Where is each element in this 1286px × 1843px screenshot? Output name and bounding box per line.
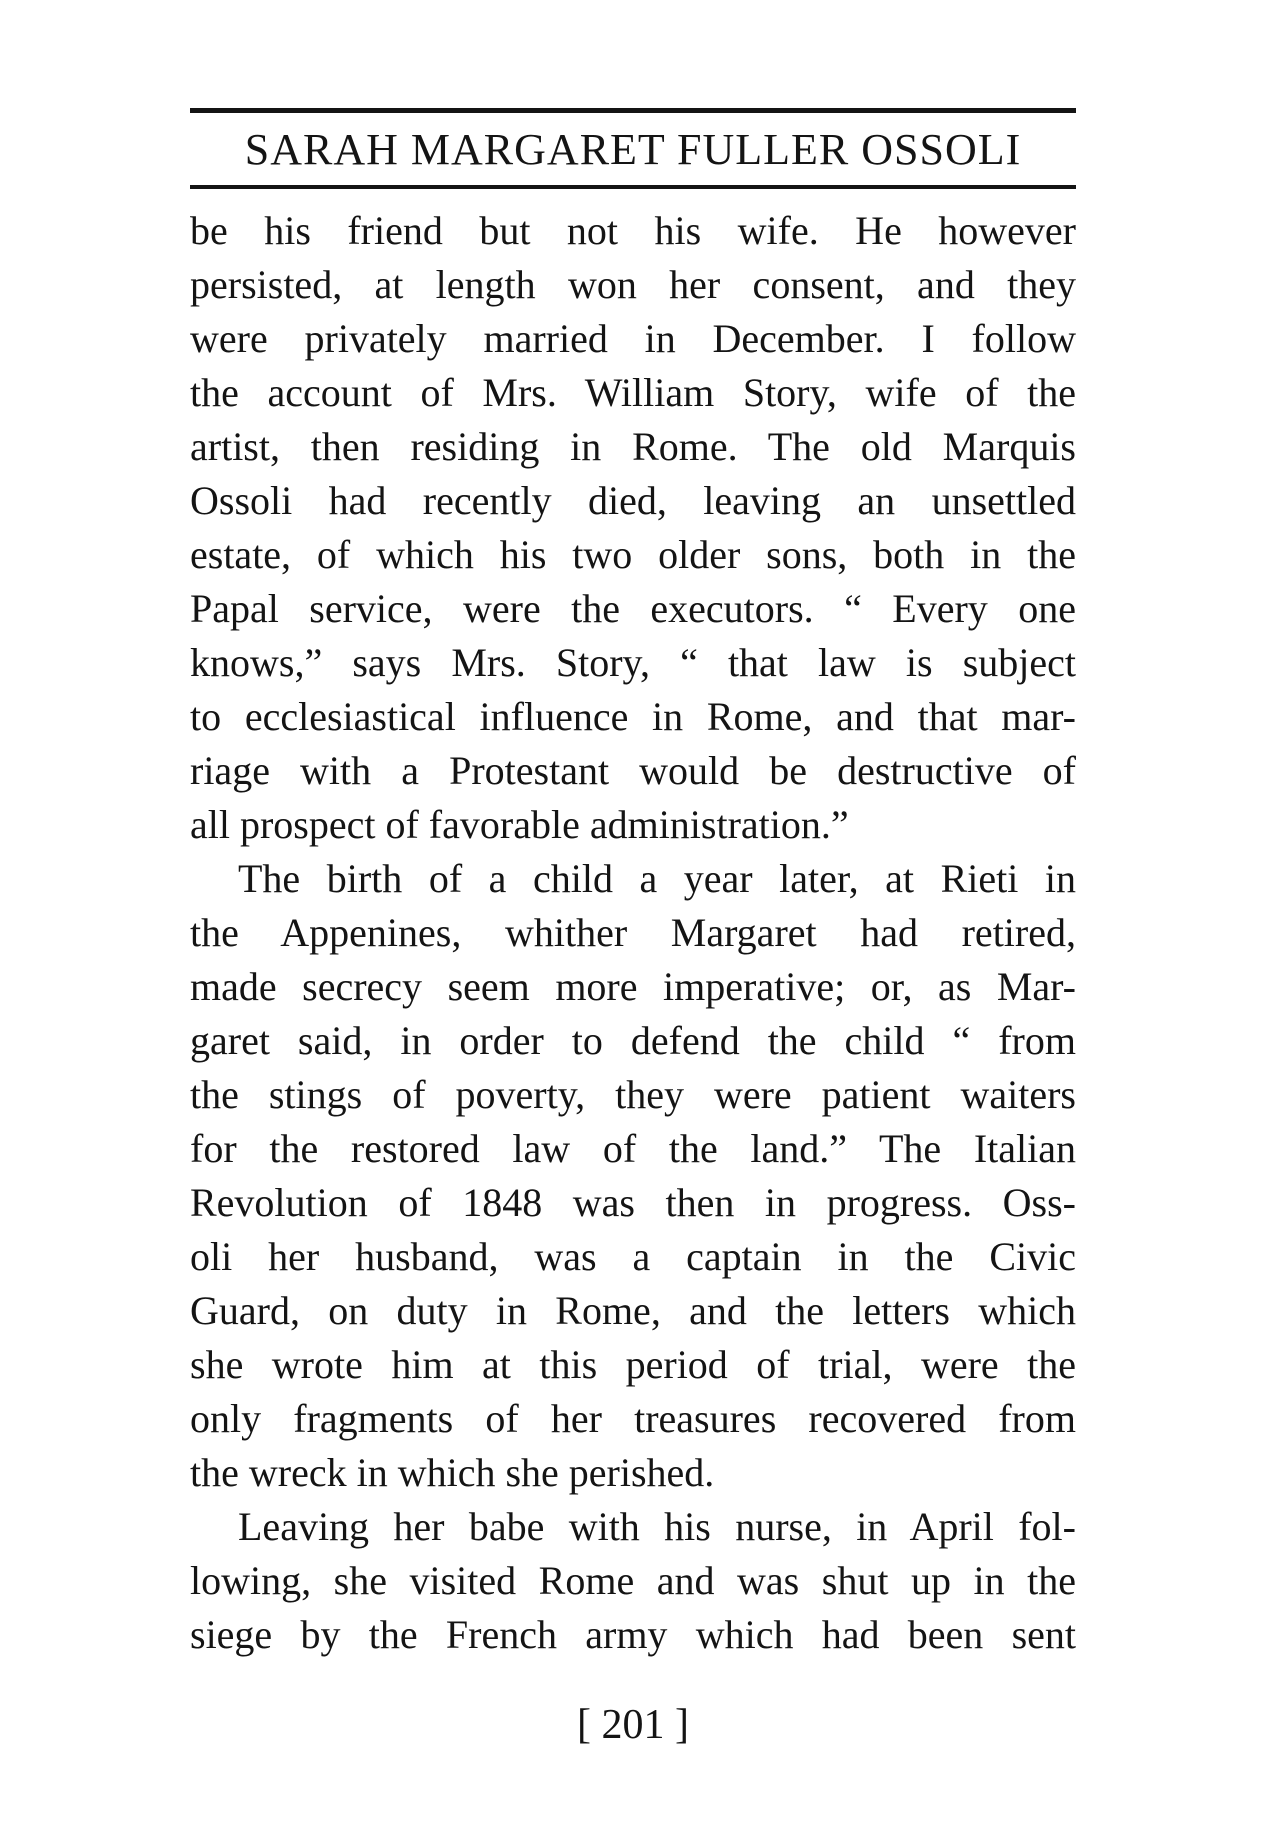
- text-line: lowing, she visited Rome and was shut up in the: [190, 1558, 1076, 1603]
- body-text: [190, 204, 1076, 1662]
- text-line: persisted, at length won her consent, and they: [190, 262, 1076, 307]
- page-number: [ 201 ]: [577, 1702, 689, 1748]
- text-line: be his friend but not his wife. He however: [190, 208, 1076, 253]
- text-line: artist, then residing in Rome. The old Marquis: [190, 424, 1076, 469]
- text-line: The birth of a child a year later, at Rieti in: [238, 856, 1076, 901]
- text-line: she wrote him at this period of trial, were the: [190, 1342, 1076, 1387]
- text-line: the Appenines, whither Margaret had retired,: [190, 910, 1076, 955]
- header-rule-bottom: [190, 185, 1076, 189]
- text-line: made secrecy seem more imperative; or, as Mar-: [190, 964, 1076, 1009]
- text-line: Papal service, were the executors. “ Every one: [190, 586, 1076, 631]
- text-line: Guard, on duty in Rome, and the letters which: [190, 1288, 1076, 1333]
- text-line: knows,” says Mrs. Story, “ that law is subject: [190, 640, 1076, 685]
- running-head: SARAH MARGARET FULLER OSSOLI: [244, 125, 1022, 174]
- text-line: riage with a Protestant would be destructive of: [190, 748, 1076, 793]
- paragraph: [190, 204, 1076, 852]
- text-line: siege by the French army which had been sent: [190, 1612, 1076, 1657]
- text-line: for the restored law of the land.” The Italian: [190, 1126, 1076, 1171]
- text-line: garet said, in order to defend the child “ from: [190, 1018, 1076, 1063]
- text-line: estate, of which his two older sons, both in the: [190, 532, 1076, 577]
- text-line: only fragments of her treasures recovered from: [190, 1396, 1076, 1441]
- text-line: to ecclesiastical influence in Rome, and that mar-: [190, 694, 1076, 739]
- text-line: the account of Mrs. William Story, wife of the: [190, 370, 1076, 415]
- paragraph: [190, 1500, 1076, 1662]
- header-rule-top: [190, 108, 1076, 113]
- text-line: the wreck in which she perished.: [190, 1450, 715, 1495]
- paragraph: [190, 852, 1076, 1500]
- text-line: Leaving her babe with his nurse, in April fol-: [238, 1504, 1076, 1549]
- text-line: oli her husband, was a captain in the Civic: [190, 1234, 1076, 1279]
- text-line: Revolution of 1848 was then in progress. Oss-: [190, 1180, 1076, 1225]
- text-line: were privately married in December. I follow: [190, 316, 1076, 361]
- text-line: Ossoli had recently died, leaving an unsettled: [190, 478, 1076, 523]
- text-line: all prospect of favorable administration.”: [190, 802, 849, 847]
- text-line: the stings of poverty, they were patient waiters: [190, 1072, 1076, 1117]
